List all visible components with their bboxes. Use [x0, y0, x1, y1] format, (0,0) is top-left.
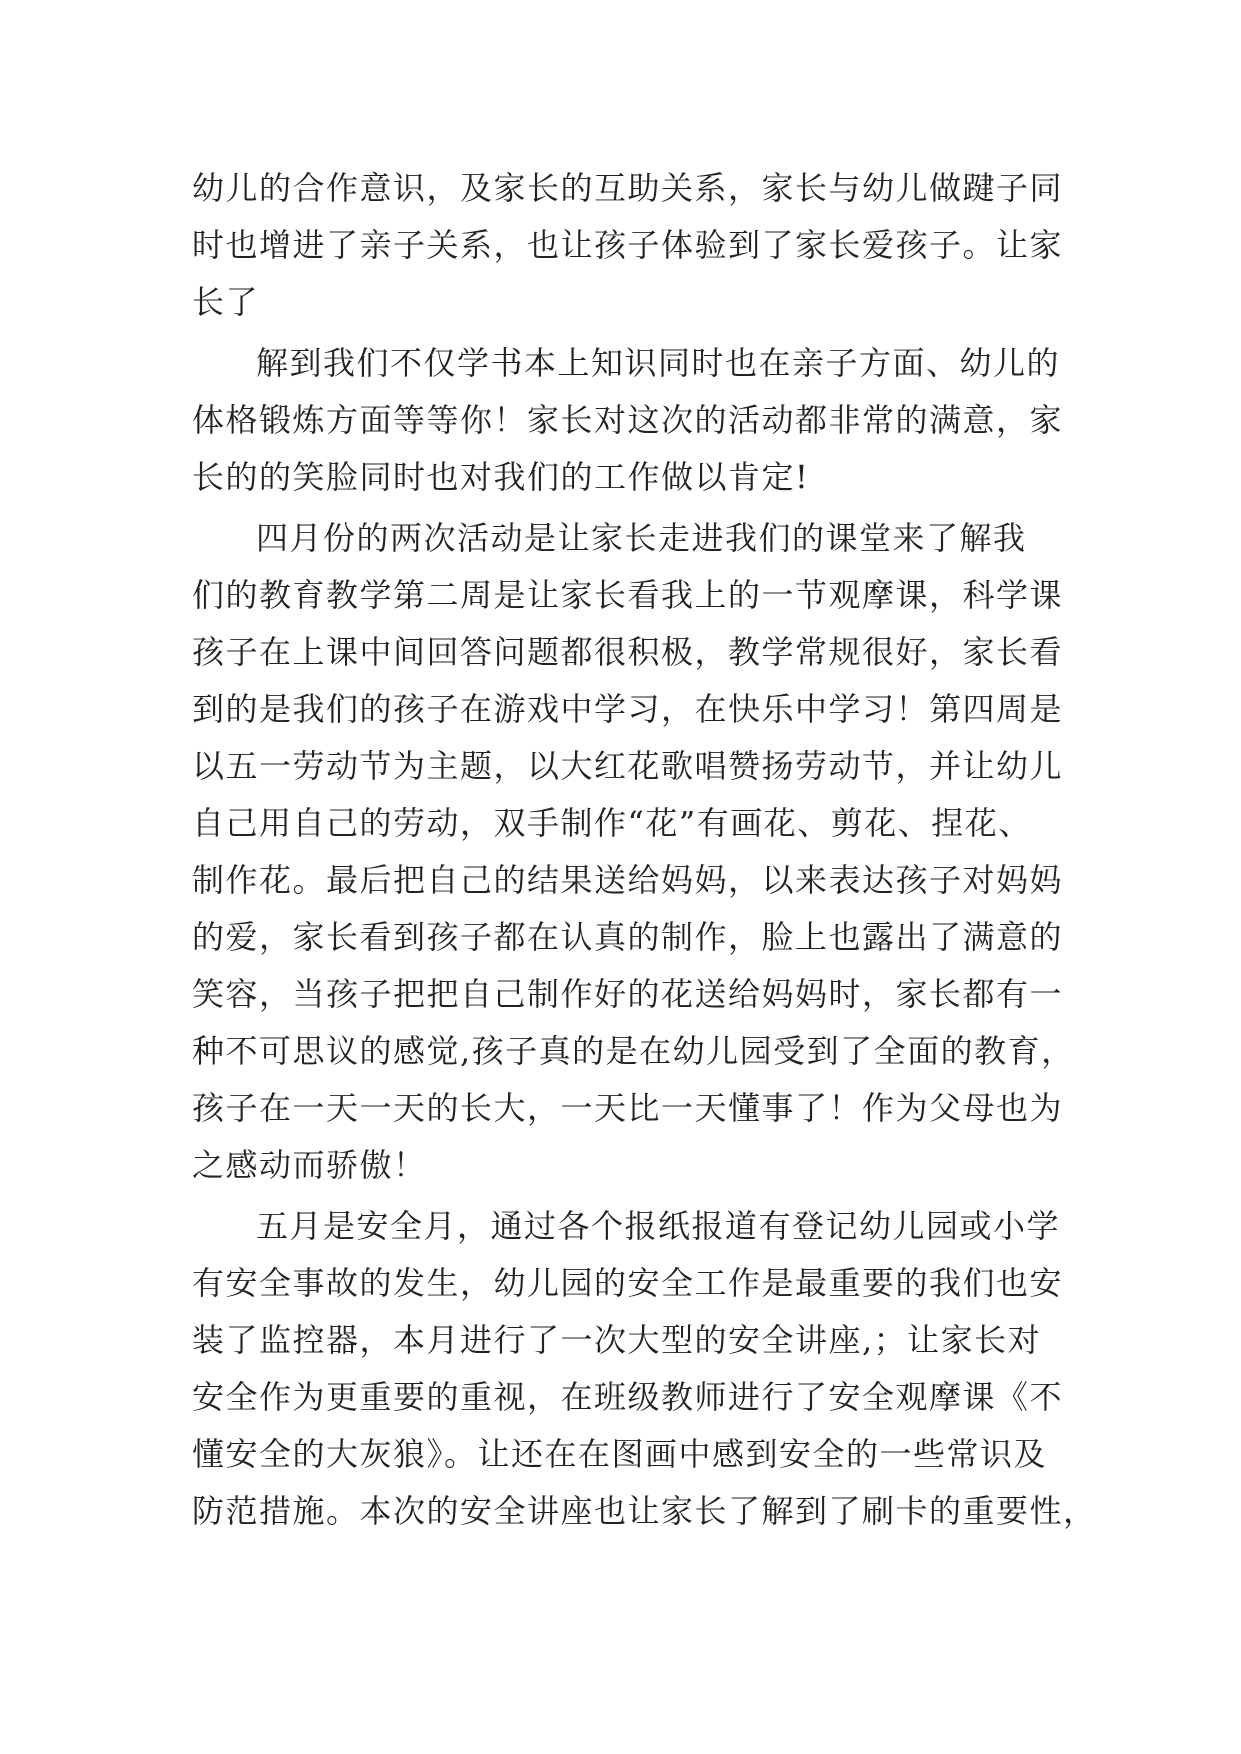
- document-body: [192, 160, 1097, 1540]
- text-line: 体格锻炼方面等等你！家长对这次的活动都非常的满意，家: [192, 401, 1064, 439]
- text-line: 四月份的两次活动是让家长走进我们的课堂来了解我: [256, 519, 1027, 557]
- paragraph-2: [192, 335, 1064, 506]
- text-line: 装了监控器，本月进行了一次大型的安全讲座,；让家长对: [192, 1321, 1042, 1359]
- text-line: 时也增进了亲子关系，也让孩子体验到了家长爱孩子。让家: [192, 226, 1064, 264]
- paragraph-3: [192, 510, 1075, 1194]
- text-line: 懂安全的大灰狼》。让还在在图画中感到安全的一些常识及: [192, 1435, 1048, 1473]
- text-line: 的爱，家长看到孩子都在认真的制作，脸上也露出了满意的: [192, 918, 1064, 956]
- text-line: 幼儿的合作意识，及家长的互助关系，家长与幼儿做踺子同: [192, 169, 1064, 207]
- text-line: 之感动而骄傲！: [192, 1146, 427, 1184]
- text-line: 解到我们不仅学书本上知识同时也在亲子方面、幼儿的: [256, 344, 1061, 382]
- text-line: 五月是安全月，通过各个报纸报道有登记幼儿园或小学: [256, 1207, 1061, 1245]
- text-line: 种不可思议的感觉,孩子真的是在幼儿园受到了全面的教育，: [192, 1032, 1075, 1070]
- text-line: 到的是我们的孩子在游戏中学习，在快乐中学习！第四周是: [192, 690, 1064, 728]
- text-line: 安全作为更重要的重视，在班级教师进行了安全观摩课《不: [192, 1378, 1064, 1416]
- text-line: 笑容，当孩子把把自己制作好的花送给妈妈时，家长都有一: [192, 975, 1064, 1013]
- text-line: 防范措施。本次的安全讲座也让家长了解到了刷卡的重要性，: [192, 1492, 1097, 1530]
- text-line: 孩子在一天一天的长大，一天比一天懂事了！作为父母也为: [192, 1089, 1064, 1127]
- paragraph-1: [192, 160, 1064, 331]
- text-line: 自己用自己的劳动，双手制作“花”有画花、剪花、捏花、: [192, 804, 1032, 842]
- text-line: 制作花。最后把自己的结果送给妈妈，以来表达孩子对妈妈: [192, 861, 1064, 899]
- text-line: 长了: [192, 283, 260, 321]
- text-line: 孩子在上课中间回答问题都很积极，教学常规很好，家长看: [192, 633, 1064, 671]
- text-line: 们的教育教学第二周是让家长看我上的一节观摩课，科学课: [192, 576, 1064, 614]
- text-line: 有安全事故的发生，幼儿园的安全工作是最重要的我们也安: [192, 1264, 1064, 1302]
- paragraph-4: [192, 1198, 1097, 1540]
- text-line: 长的的笑脸同时也对我们的工作做以肯定!: [192, 458, 810, 496]
- text-line: 以五一劳动节为主题，以大红花歌唱赞扬劳动节，并让幼儿: [192, 747, 1064, 785]
